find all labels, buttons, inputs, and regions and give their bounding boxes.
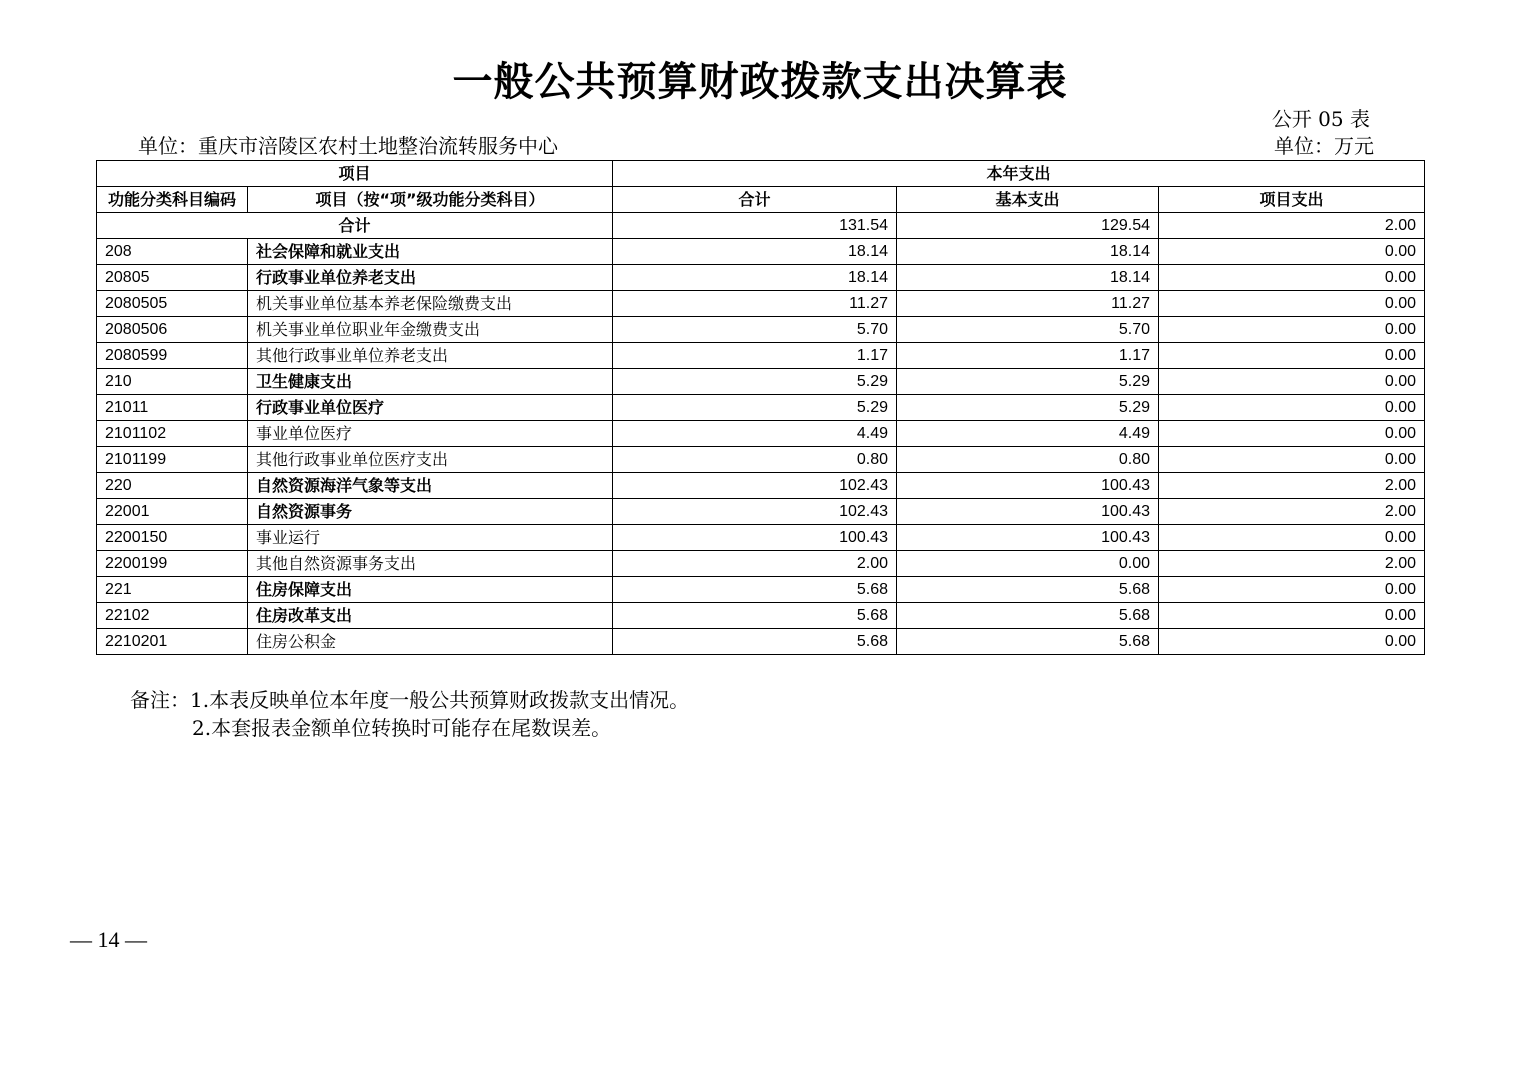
row-project: 0.00 xyxy=(1159,291,1425,317)
row-basic: 11.27 xyxy=(897,291,1159,317)
row-total: 100.43 xyxy=(613,525,897,551)
row-total: 1.17 xyxy=(613,343,897,369)
table-row xyxy=(97,265,1425,291)
row-project: 0.00 xyxy=(1159,629,1425,655)
row-project: 0.00 xyxy=(1159,577,1425,603)
table-row xyxy=(97,525,1425,551)
row-code: 210 xyxy=(97,369,248,395)
row-basic: 0.80 xyxy=(897,447,1159,473)
row-code: 220 xyxy=(97,473,248,499)
row-project: 0.00 xyxy=(1159,317,1425,343)
row-code: 2101102 xyxy=(97,421,248,447)
table-row xyxy=(97,603,1425,629)
row-item-name: 住房保障支出 xyxy=(248,577,613,603)
row-basic: 1.17 xyxy=(897,343,1159,369)
currency-unit: 单位：万元 xyxy=(1274,134,1374,158)
row-item-name: 卫生健康支出 xyxy=(248,369,613,395)
row-total: 5.68 xyxy=(613,603,897,629)
table-row xyxy=(97,421,1425,447)
row-item-name: 其他行政事业单位医疗支出 xyxy=(248,447,613,473)
row-code: 2101199 xyxy=(97,447,248,473)
row-basic: 18.14 xyxy=(897,265,1159,291)
row-code: 2200150 xyxy=(97,525,248,551)
row-item-name: 住房改革支出 xyxy=(248,603,613,629)
header-project-group: 项目 xyxy=(97,161,613,187)
row-code: 21011 xyxy=(97,395,248,421)
row-project: 0.00 xyxy=(1159,369,1425,395)
row-code: 22102 xyxy=(97,603,248,629)
row-item-name: 自然资源事务 xyxy=(248,499,613,525)
row-total: 5.29 xyxy=(613,369,897,395)
row-project: 0.00 xyxy=(1159,603,1425,629)
row-item-name: 机关事业单位职业年金缴费支出 xyxy=(248,317,613,343)
header-basic: 基本支出 xyxy=(897,187,1159,213)
table-row xyxy=(97,291,1425,317)
page-title: 一般公共预算财政拨款支出决算表 xyxy=(452,58,1068,105)
row-basic: 0.00 xyxy=(897,551,1159,577)
total-project: 2.00 xyxy=(1159,213,1425,239)
row-basic: 100.43 xyxy=(897,525,1159,551)
row-item-name: 事业单位医疗 xyxy=(248,421,613,447)
table-row xyxy=(97,343,1425,369)
row-code: 20805 xyxy=(97,265,248,291)
table-row xyxy=(97,473,1425,499)
row-project: 0.00 xyxy=(1159,239,1425,265)
table-row xyxy=(97,447,1425,473)
table-row xyxy=(97,369,1425,395)
row-total: 102.43 xyxy=(613,499,897,525)
row-code: 208 xyxy=(97,239,248,265)
row-item-name: 行政事业单位养老支出 xyxy=(248,265,613,291)
row-total: 0.80 xyxy=(613,447,897,473)
row-basic: 100.43 xyxy=(897,473,1159,499)
row-item-name: 其他行政事业单位养老支出 xyxy=(248,343,613,369)
total-label: 合计 xyxy=(97,213,613,239)
header-code: 功能分类科目编码 xyxy=(97,187,248,213)
row-basic: 18.14 xyxy=(897,239,1159,265)
note-line-2: 2.本套报表金额单位转换时可能存在尾数误差。 xyxy=(192,716,612,740)
form-number: 公开 05 表 xyxy=(1271,107,1370,131)
row-total: 5.68 xyxy=(613,577,897,603)
row-project: 0.00 xyxy=(1159,525,1425,551)
row-project: 0.00 xyxy=(1159,265,1425,291)
row-item-name: 机关事业单位基本养老保险缴费支出 xyxy=(248,291,613,317)
row-project: 0.00 xyxy=(1159,447,1425,473)
row-item-name: 自然资源海洋气象等支出 xyxy=(248,473,613,499)
row-total: 102.43 xyxy=(613,473,897,499)
row-basic: 5.68 xyxy=(897,629,1159,655)
row-project: 0.00 xyxy=(1159,421,1425,447)
row-basic: 100.43 xyxy=(897,499,1159,525)
row-basic: 5.70 xyxy=(897,317,1159,343)
row-code: 221 xyxy=(97,577,248,603)
row-total: 2.00 xyxy=(613,551,897,577)
row-basic: 5.68 xyxy=(897,603,1159,629)
row-basic: 5.68 xyxy=(897,577,1159,603)
total-row xyxy=(97,213,1425,239)
table-row xyxy=(97,317,1425,343)
header-project: 项目支出 xyxy=(1159,187,1425,213)
row-code: 2210201 xyxy=(97,629,248,655)
row-project: 0.00 xyxy=(1159,395,1425,421)
table-row xyxy=(97,239,1425,265)
row-item-name: 住房公积金 xyxy=(248,629,613,655)
row-basic: 5.29 xyxy=(897,395,1159,421)
row-code: 22001 xyxy=(97,499,248,525)
row-project: 2.00 xyxy=(1159,473,1425,499)
row-project: 2.00 xyxy=(1159,499,1425,525)
row-item-name: 事业运行 xyxy=(248,525,613,551)
row-code: 2080505 xyxy=(97,291,248,317)
column-header-row xyxy=(97,187,1425,213)
total-amount: 131.54 xyxy=(613,213,897,239)
row-total: 5.29 xyxy=(613,395,897,421)
row-item-name: 其他自然资源事务支出 xyxy=(248,551,613,577)
row-total: 4.49 xyxy=(613,421,897,447)
table-row xyxy=(97,395,1425,421)
header-total: 合计 xyxy=(613,187,897,213)
row-total: 11.27 xyxy=(613,291,897,317)
table-body xyxy=(97,213,1425,655)
table-row xyxy=(97,551,1425,577)
row-code: 2200199 xyxy=(97,551,248,577)
row-total: 18.14 xyxy=(613,265,897,291)
page-number: — 14 — xyxy=(70,927,147,952)
row-total: 18.14 xyxy=(613,239,897,265)
group-header-row xyxy=(97,161,1425,187)
row-code: 2080506 xyxy=(97,317,248,343)
header-item-name: 项目（按“项”级功能分类科目） xyxy=(248,187,613,213)
row-item-name: 社会保障和就业支出 xyxy=(248,239,613,265)
row-code: 2080599 xyxy=(97,343,248,369)
table-row xyxy=(97,629,1425,655)
table-row xyxy=(97,499,1425,525)
row-item-name: 行政事业单位医疗 xyxy=(248,395,613,421)
notes xyxy=(130,686,689,742)
row-total: 5.70 xyxy=(613,317,897,343)
row-project: 0.00 xyxy=(1159,343,1425,369)
reporting-unit: 单位：重庆市涪陵区农村土地整治流转服务中心 xyxy=(138,134,558,158)
expenditure-table xyxy=(96,160,1425,655)
total-basic: 129.54 xyxy=(897,213,1159,239)
header-current-year-group: 本年支出 xyxy=(613,161,1425,187)
row-basic: 4.49 xyxy=(897,421,1159,447)
row-project: 2.00 xyxy=(1159,551,1425,577)
row-basic: 5.29 xyxy=(897,369,1159,395)
row-total: 5.68 xyxy=(613,629,897,655)
note-line-1: 备注：1.本表反映单位本年度一般公共预算财政拨款支出情况。 xyxy=(130,688,690,712)
table-row xyxy=(97,577,1425,603)
